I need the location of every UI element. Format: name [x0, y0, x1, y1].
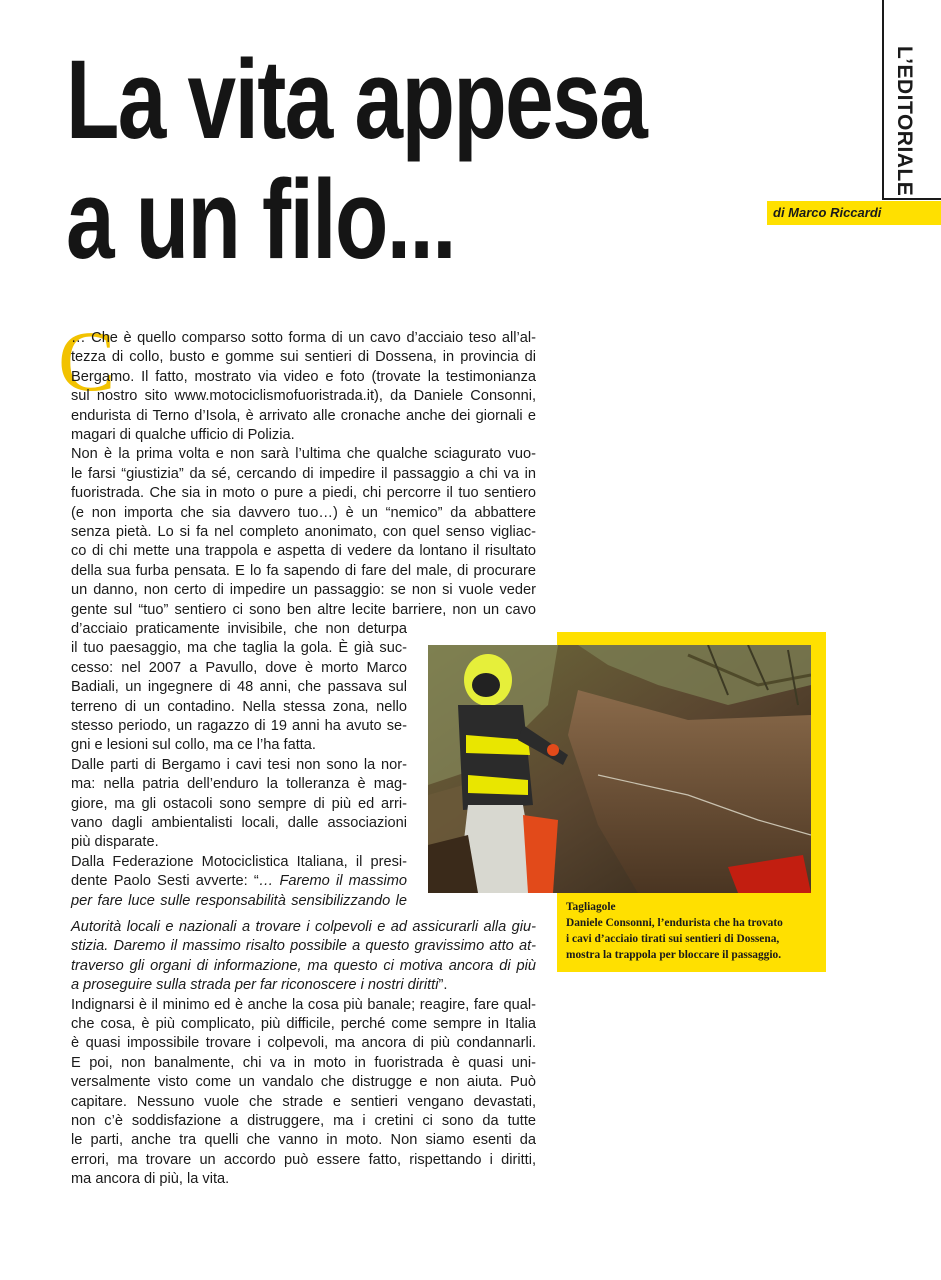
- body-line: magari di qualche ufficio di Polizia.: [71, 427, 295, 444]
- body-line: tezza di collo, busto e gomme sui sentieri di Dossena, in provincia di: [71, 349, 536, 366]
- section-tab: [882, 0, 941, 200]
- body-line: errori, ma trovare un accordo può essere fatto, rispettando i diritti,: [71, 1151, 536, 1168]
- body-text-bottom: [71, 918, 536, 1190]
- body-line: endurista di Terno d’Isola, è arrivato alle cronache anche dei giornali e: [71, 407, 536, 424]
- quote-text: traverso gli organi di informazione, ma questo ci motiva ancora di più: [71, 957, 536, 974]
- body-line: E poi, non banalmente, chi va in moto in fuoristrada è quasi uni-: [71, 1054, 536, 1071]
- quote-line: [71, 957, 536, 976]
- body-line: le parti, anche tra quelli che vanno in moto. Non siamo esenti da: [71, 1132, 536, 1149]
- body-line: co di chi mette una trappola e aspetta di vedere da lontano il risultato: [71, 543, 536, 560]
- quote-line: [71, 918, 536, 937]
- body-line: della sua furba pensata. E lo fa sapendo di fare del male, di procurare: [71, 562, 536, 579]
- body-line: fuoristrada. Che sia in moto o pure a piedi, chi percorre il tuo sentiero: [71, 485, 536, 502]
- body-line: è quasi impossibile trovare i colpevoli, ma ancora di più condannarli.: [71, 1035, 536, 1052]
- body-line: d’acciaio praticamente invisibile, che non deturpa: [71, 621, 407, 637]
- section-label: L’EDITORIALE: [893, 46, 916, 197]
- photo-caption: [566, 899, 822, 963]
- body-line: Dalle parti di Bergamo i cavi tesi non sono la nor-: [71, 756, 407, 773]
- quote-text: per fare luce sulle responsabilità sensibilizzando le: [71, 892, 407, 909]
- body-line: gni e lesioni sul collo, ma ce l’ha fatta.: [71, 737, 316, 754]
- byline-bar: [767, 201, 941, 225]
- body-line: (e non importa che sia davvero tuo…) è un “nemico” da abbattere: [71, 504, 536, 521]
- body-line: [71, 892, 407, 911]
- caption-line: Daniele Consonni, l’endurista che ha trovato: [566, 917, 783, 929]
- body-line: terreno di un contadino. Nella stessa zona, nello: [71, 698, 407, 715]
- body-line: senza pietà. Lo si fa nel completo anonimato, con quel senso vigliac-: [71, 524, 536, 541]
- body-line: ma ancora di più, la vita.: [71, 1171, 230, 1188]
- quote-line: [71, 976, 536, 995]
- headline-line: La vita appesa: [66, 37, 647, 162]
- body-line: un danno, non certo di impedire un passaggio: se non si vuole veder: [71, 582, 536, 599]
- quote-text: stizia. Daremo il massimo risalto possibile a questo gravissimo atto at-: [71, 938, 536, 955]
- body-line: capitare. Nessuno vuole che strade e sentieri vengano devastati,: [71, 1093, 536, 1110]
- body-line: più disparate.: [71, 834, 159, 851]
- body-line: cesso: nel 2007 a Pavullo, dove è morto Marco: [71, 659, 407, 676]
- body-line: vano dagli ambientalisti locali, dalle associazioni: [71, 815, 407, 832]
- drop-cap: C: [58, 313, 116, 409]
- quote-text: Autorità locali e nazionali a trovare i colpevoli e ad assicurarli alla giu-: [71, 919, 536, 935]
- body-line: sul nostro sito www.motociclismofuoristrada.it), da Daniele Consonni,: [71, 388, 536, 405]
- body-line: Indignarsi è il minimo ed è anche la cosa più banale; reagire, fare qual-: [71, 996, 536, 1013]
- body-line: [71, 872, 407, 891]
- body-line: gente sul “tuo” sentiero ci sono ben altre lecite barriere, non un cavo: [71, 601, 536, 618]
- photo-illustration: [428, 645, 811, 893]
- caption-title: Tagliagole: [566, 901, 616, 913]
- quote-line: [71, 937, 536, 956]
- body-line: le farsi “giustizia” da sé, cercando di impedire il passaggio a chi va in: [71, 465, 536, 482]
- body-line: Bergamo. Il fatto, mostrato via video e foto (trovate la testimonianza: [71, 368, 536, 385]
- body-line: Badiali, un ingegnere di 48 anni, che passava sul: [71, 679, 407, 696]
- caption-line: i cavi d’acciaio tirati sui sentieri di Dossena,: [566, 933, 780, 945]
- body-line: … Che è quello comparso sotto forma di un cavo d’acciaio teso all’al-: [71, 330, 536, 346]
- quote-text: … Faremo il massimo: [258, 873, 408, 890]
- headline-line: a un filo...: [66, 157, 455, 282]
- body-text-narrow: [71, 620, 407, 911]
- quote-close: ”.: [438, 977, 448, 994]
- body-line: giore, ma gli ostacoli sono sempre di più ed arri-: [71, 795, 407, 812]
- body-line-text: dente Paolo Sesti avverte: “: [71, 873, 259, 890]
- photo-enduro-rider: [428, 645, 811, 893]
- body-line: Dalla Federazione Motociclistica Italiana, il presi-: [71, 853, 407, 870]
- quote-text: a proseguire sulla strada per far riconoscere i nostri diritti: [71, 977, 439, 994]
- body-line: il tuo paesaggio, ma che taglia la gola. È già suc-: [71, 640, 407, 657]
- body-line: stesso periodo, un ragazzo di 19 anni ha avuto se-: [71, 718, 407, 735]
- headline: [66, 37, 647, 282]
- body-line: che cosa, è più complicato, più difficile, perché come sempre in Italia: [71, 1016, 536, 1033]
- body-line: ma: nella patria dell’enduro la tolleranza è mag-: [71, 776, 407, 793]
- caption-line: mostra la trappola per bloccare il passaggio.: [566, 949, 782, 961]
- byline: di Marco Riccardi: [773, 205, 882, 220]
- body-text-top: [71, 329, 536, 620]
- body-line: versalmente visto come un vandalo che distrugge e non aiuta. Può: [71, 1074, 536, 1091]
- body-line: non c’è soddisfazione a distruggere, ma i cretini ci sono da tutte: [71, 1113, 536, 1130]
- body-line: Non è la prima volta e non sarà l’ultima che qualche sciagurato vuo-: [71, 446, 536, 463]
